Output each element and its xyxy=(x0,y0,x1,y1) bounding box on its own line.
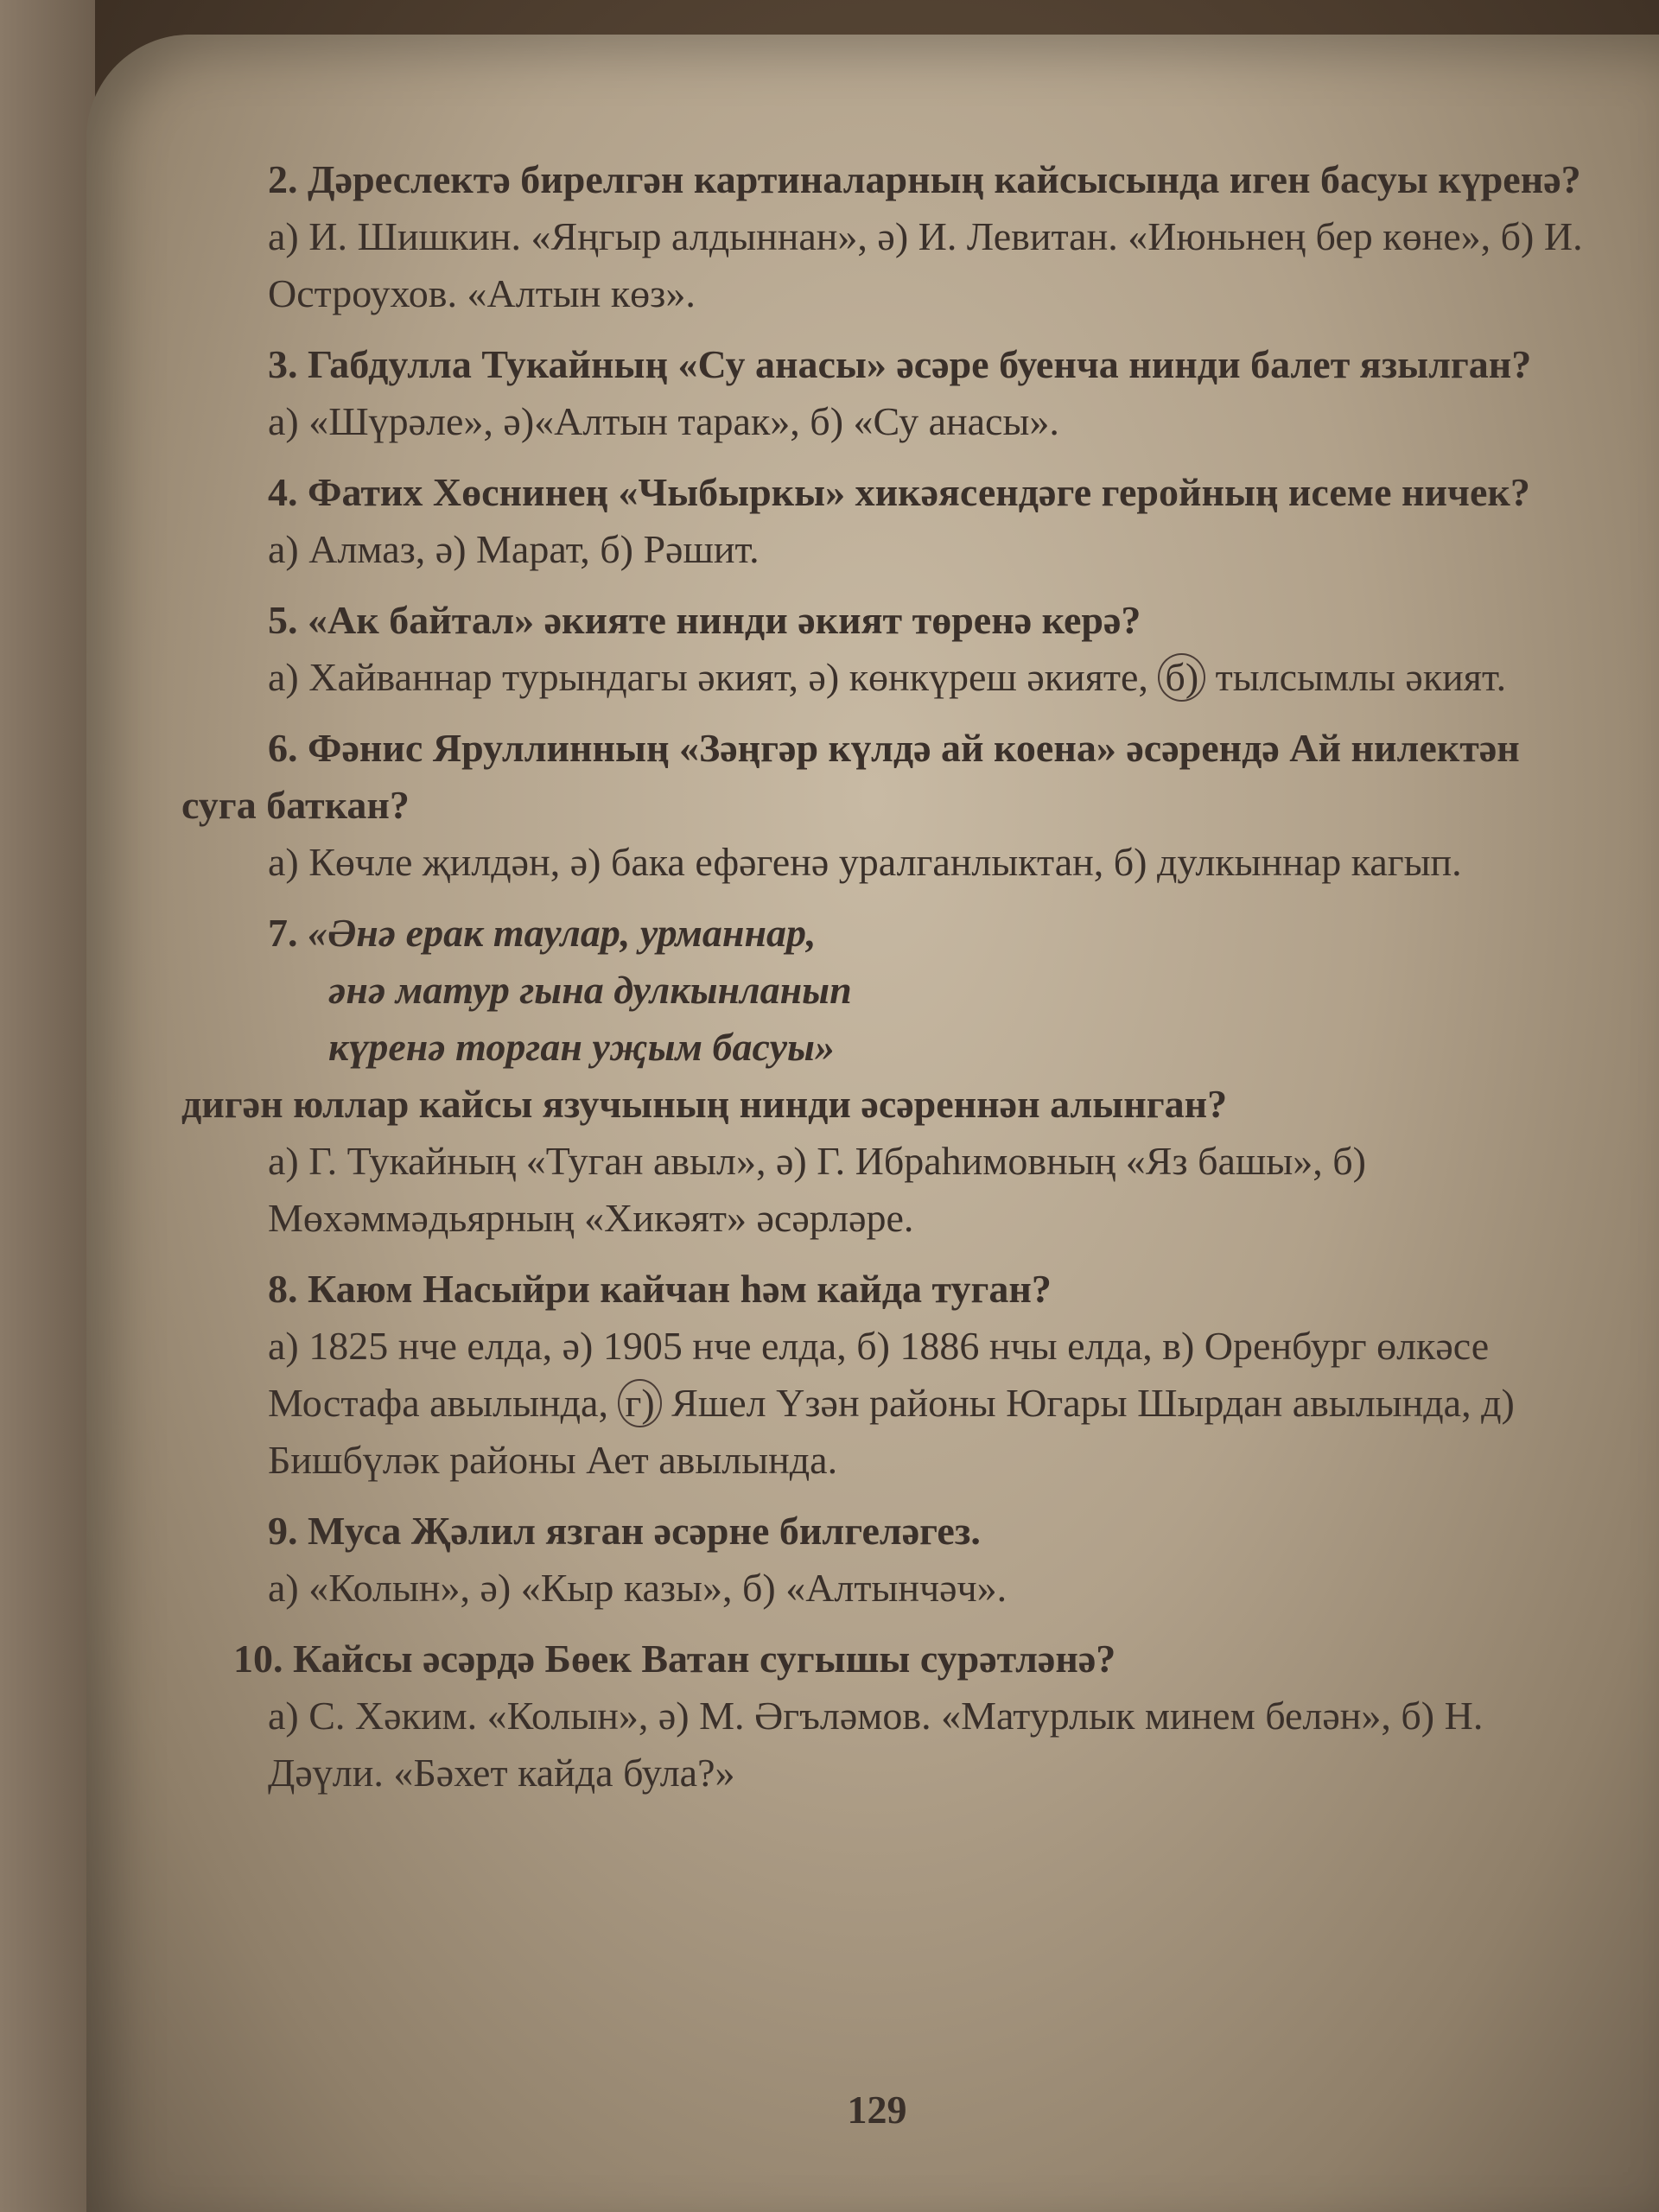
question-answers: а) «Шүрәле», ә)«Алтын тарак», б) «Су анасы». xyxy=(268,399,1059,443)
question-answers: а) Хайваннар турындагы әкият, ә) көнкүреш әкияте, б) тылсымлы әкият. xyxy=(181,649,1590,706)
question-answers: а) «Колын», ә) «Кыр казы», б) «Алтынчәч». xyxy=(268,1566,1007,1610)
poem-line: 7. «Әнә ерак таулар, урманнар, xyxy=(268,911,817,955)
question-answers: а) Алмаз, ә) Марат, б) Рәшит. xyxy=(268,527,760,571)
page-content xyxy=(181,151,1590,1815)
question-5 xyxy=(181,592,1590,706)
question-4 xyxy=(181,464,1590,578)
question-3 xyxy=(181,336,1590,450)
left-page-edge xyxy=(0,0,95,2212)
question-answers: а) Г. Тукайның «Туган авыл», ә) Г. Ибраһимовның «Яз башы», б) Мөхәммәдьярның «Хикәят» әсәрләре. xyxy=(268,1139,1366,1240)
question-answers: а) 1825 нче елда, ә) 1905 нче елда, б) 1886 нчы елда, в) Оренбург өлкәсе Мостафа авылында, г) Яшел Үзән районы Югары Шырдан авылында, д) Бишбүләк районы Ает авылында. xyxy=(268,1324,1515,1482)
question-stem: 5. «Ак байтал» әкияте нинди әкият төренә керә? xyxy=(268,598,1141,642)
poem-line: күренә торган уҗым басуы» xyxy=(328,1025,835,1069)
question-10 xyxy=(181,1630,1590,1802)
circled-answer: г) xyxy=(618,1379,661,1427)
question-stem: 3. Габдулла Тукайның «Су анасы» әсәре буенча нинди балет язылган? xyxy=(268,342,1532,386)
question-stem: 9. Муса Җәлил язган әсәрне билгеләгез. xyxy=(268,1509,981,1553)
question-7 xyxy=(181,905,1590,1247)
question-answers: а) И. Шишкин. «Яңгыр алдыннан», ә) И. Левитан. «Июньнең бер көне», б) И. Остроухов. «Алтын көз». xyxy=(268,214,1583,315)
circled-answer: б) xyxy=(1158,653,1205,702)
question-stem: дигән юллар кайсы язучының нинди әсәреннән алынган? xyxy=(181,1082,1228,1126)
question-2 xyxy=(181,151,1590,322)
question-stem: 6. Фәнис Яруллинның «Зәңгәр күлдә ай коена» әсәрендә Ай нилектән суга баткан? xyxy=(181,726,1520,827)
question-answers: а) С. Хәким. «Колын», ә) М. Әгъләмов. «Матурлык минем белән», б) Н. Дәүли. «Бәхет кайда була?» xyxy=(268,1694,1484,1795)
question-stem: 2. Дәреслектә бирелгән картиналарның кайсысында иген басуы күренә? xyxy=(268,157,1581,201)
question-8 xyxy=(181,1261,1590,1489)
question-9 xyxy=(181,1503,1590,1617)
poem-line: әнә матур гына дулкынланып xyxy=(328,968,852,1012)
question-6 xyxy=(181,720,1590,891)
question-stem: 8. Каюм Насыйри кайчан һәм кайда туган? xyxy=(268,1267,1052,1311)
question-answers: а) Көчле җилдән, ә) бака ефәгенә уралганлыктан, б) дулкыннар кагып. xyxy=(268,840,1462,884)
question-stem: 4. Фатих Хөснинең «Чыбыркы» хикәясендәге геройның исеме ничек? xyxy=(268,470,1530,514)
question-stem: 10. Кайсы әсәрдә Бөек Ватан сугышы сурәтләнә? xyxy=(233,1637,1116,1681)
page-number: 129 xyxy=(847,2088,907,2132)
